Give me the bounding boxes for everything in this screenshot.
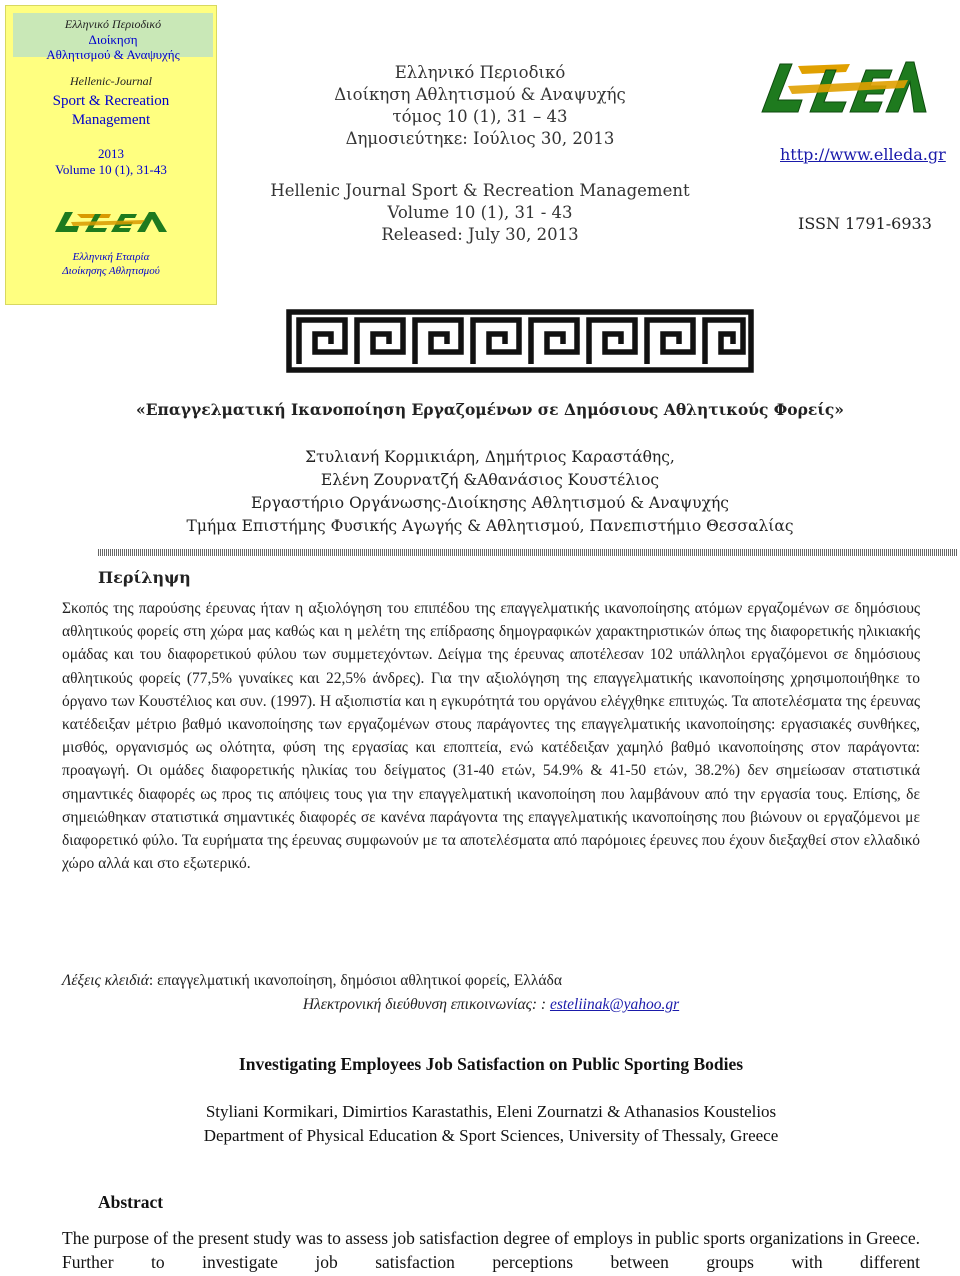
authors-en-line: Styliani Kormikari, Dimirtios Karastathis, Eleni Zournatzi & Athanasios Koustelios [205, 1102, 777, 1121]
cover-journal-en-2-line: Sport & Recreation [52, 93, 170, 109]
authors-greek [60, 446, 920, 538]
elleda-logo [758, 50, 928, 122]
header-gr-line-3: τόμος 10 (1), 31 – 43 [392, 107, 568, 126]
cover-journal-gr-3: Αθλητισμού & Αναψυχής [46, 47, 180, 62]
cover-journal-en-2 [6, 92, 216, 130]
authors-english [62, 1100, 920, 1148]
header-gr-line-2: Διοίκηση Αθλητισμού & Αναψυχής [334, 85, 626, 104]
cover-volume: Volume 10 (1), 31-43 [55, 162, 167, 177]
issn: ISSN 1791-6933 [798, 214, 932, 233]
cover-journal-gr-2: Διοίκηση [88, 32, 138, 47]
abstract-heading-english: Abstract [98, 1192, 164, 1212]
keywords-label: Λέξεις κλειδιά [62, 972, 149, 989]
header-en-line-1: Hellenic Journal Sport & Recreation Management [270, 181, 690, 200]
contact-line [62, 996, 920, 1014]
header-gr-line-1: Ελληνικό Περιοδικό [394, 63, 566, 82]
affiliation-en: Department of Physical Education & Sport Sciences, University of Thessaly, Greece [203, 1126, 779, 1145]
cover-journal-gr-1: Ελληνικό Περιοδικό [64, 17, 162, 31]
affiliation-gr-lab: Εργαστήριο Οργάνωσης-Διοίκησης Αθλητισμού & Αναψυχής [251, 494, 729, 512]
authors-gr-line-1: Στυλιανή Κορμικιάρη, Δημήτριος Καραστάθης, [305, 448, 675, 466]
keywords-greek [62, 972, 562, 990]
cover-society-1: Ελληνική Εταιρία [72, 251, 150, 263]
journal-greek-title-box [13, 13, 213, 62]
abstract-greek: Σκοπός της παρούσης έρευνας ήταν η αξιολόγηση του επιπέδου της επαγγελματικής ικανοποίησης ατόμων εργαζομένων σε δημόσιους αθλητικούς φορείς στη χώρα μας καθώς και η μελέτη της επίδρασης δημογραφικών χαρακτηριστικών όπως της διαφορετικής ηλικιακής ομάδας και του διαφορετικού φύλου των συμμετεχόντων. Δείγμα της έρευνας αποτέλεσαν 102 υπάλληλοι εργαζόμενοι σε δημόσιους αθλητικούς φορείς (77,5% γυναίκες και 22,5% άνδρες). Για την αξιολόγηση της επαγγελματικής ικανοποίησης χρησιμοποιήθηκε το όργανο των Κουστέλιος και συν. (1997). Η αξιοπιστία και η εγκυρότητά του οργάνου ελέγχθηκε επιτυχώς. Τα αποτελέσματα της έρευνας κατέδειξαν μέτριο βαθμό ικανοποίησης των εργαζομένων στους παράγοντες της επαγγελματικής ικανοποίησης: εργασιακές συνθήκες, μισθός, οργανισμός ως ολότητα, φύση της εργασίας και εποπτεία, ενώ κατέδειξαν χαμηλό βαθμό ικανοποίησης στον παράγοντα: προαγωγή. Οι ομάδες διαφορετικής ηλικίας του δείγματος (31-40 ετών, 54.9% & 41-50 ετών, 38.2%) δεν σημείωσαν στατιστικά σημαντικές διαφορές ως προς τις απόψεις τους για την επαγγελματική ικανοποίηση που λαμβάνουν από την εργασία τους. Επίσης, δε σημειώθηκαν στατιστικά σημαντικές διαφορές σε κανένα παράγοντα της επαγγελματικής ικανοποίησης που βιώνουν οι εργαζόμενοι με διαφορετικό φύλο. Τα ευρήματα της έρευνας συμφωνούν με τα αποτελέσματα από παρόμοιες έρευνες που έχουν διεξαχθεί στον ελλαδικό χώρο αλλά και στο εξωτερικό. [62, 600, 920, 873]
contact-label: Ηλεκτρονική διεύθυνση επικοινωνίας: : [302, 996, 550, 1013]
cover-society [6, 250, 216, 278]
paper-title-english: Investigating Employees Job Satisfaction on Public Sporting Bodies [238, 1054, 744, 1074]
header-en-line-2: Volume 10 (1), 31 - 43 [387, 203, 573, 222]
header-gr-line-4: Δημοσιεύτηκε: Ιούλιος 30, 2013 [345, 129, 615, 148]
cover-journal-en-3-line: Management [71, 112, 151, 128]
header-greek [260, 62, 700, 150]
paper-title-greek: «Επαγγελματική Ικανοποίηση Εργαζομένων σε Δημόσιους Αθλητικούς Φορείς» [136, 400, 844, 419]
abstract-english: The purpose of the present study was to assess job satisfaction degree of employs in public sports organizations in Greece. Further to investigate job satisfaction perceptions between groups with different [62, 1228, 920, 1272]
affiliation-gr-dept: Τμήμα Επιστήμης Φυσικής Αγωγής & Αθλητισμού, Πανεπιστήμιο Θεσσαλίας [186, 517, 794, 535]
journal-website-link[interactable]: http://www.elleda.gr [780, 145, 946, 164]
cover-year: 2013 [98, 146, 124, 161]
contact-email-link[interactable]: esteliinak@yahoo.gr [549, 996, 680, 1013]
header-en-line-3: Released: July 30, 2013 [381, 225, 579, 244]
elleda-logo-small [51, 206, 171, 238]
keywords-text: : επαγγελματική ικανοποίηση, δημόσιοι αθλητικοί φορείς, Ελλάδα [148, 972, 562, 989]
cover-society-2: Διοίκησης Αθλητισμού [62, 265, 160, 277]
dotted-divider [98, 549, 958, 556]
header-english [260, 180, 700, 246]
authors-gr-line-2: Ελένη Ζουρνατζή &Αθανάσιος Κουστέλιος [320, 471, 660, 489]
cover-journal-en-1: Hellenic-Journal [70, 74, 152, 88]
journal-cover-box [5, 5, 217, 305]
abstract-heading-greek: Περίληψη [98, 568, 191, 587]
meander-ornament [285, 308, 755, 374]
